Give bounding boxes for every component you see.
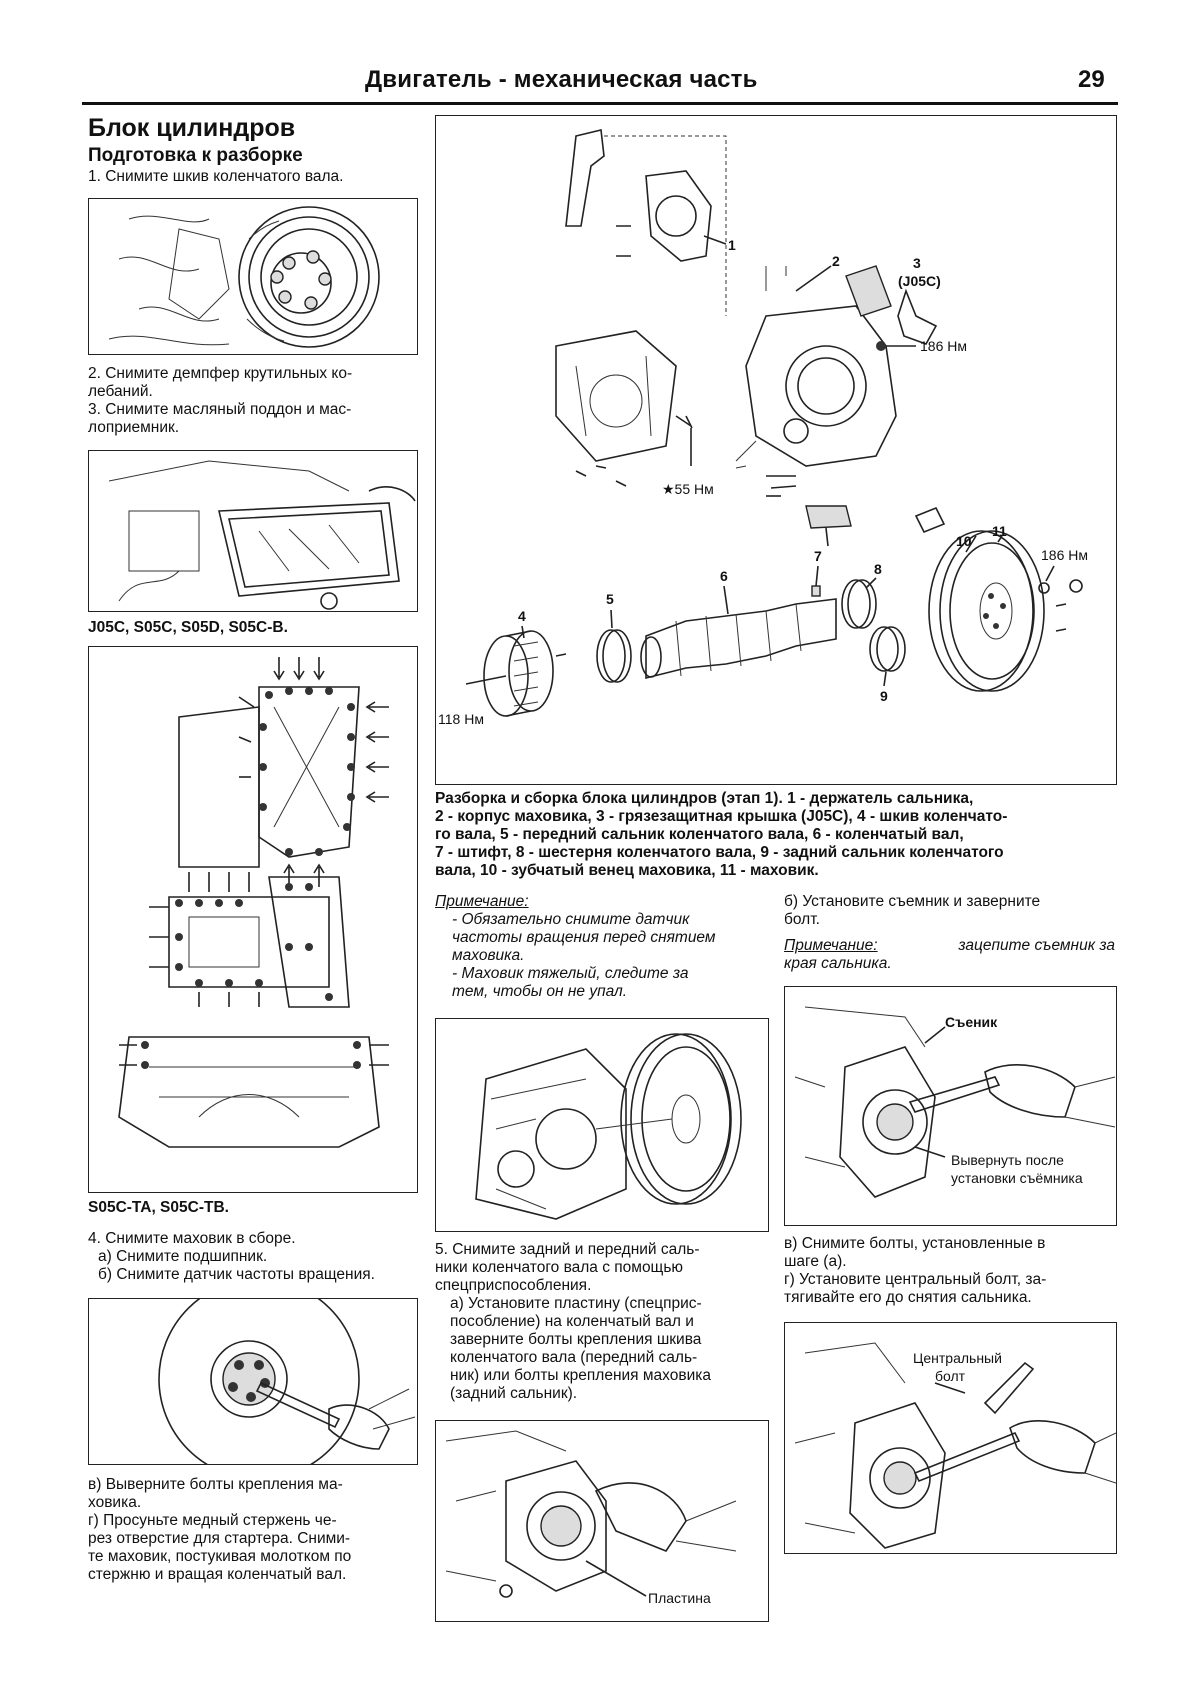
label-part-7: 7 [814, 548, 822, 564]
step-4g-line-1: г) Просуньте медный стержень че- [88, 1512, 337, 1529]
middle-note-line-4: - Маховик тяжелый, следите за [452, 965, 689, 982]
label-part-6: 6 [720, 568, 728, 584]
step-4g-line-2: рез отверстие для стартера. Сними- [88, 1530, 351, 1547]
label-torque-186-upper: 186 Нм [920, 338, 967, 354]
step-5-line-3: спецприспособления. [435, 1277, 592, 1294]
header-rule [82, 102, 1118, 105]
step-g-line-2: тягивайте его до снятия сальника. [784, 1289, 1032, 1306]
step-5-line-1: 5. Снимите задний и передний саль- [435, 1241, 700, 1258]
right-note-line-1: зацепите съемник за [958, 937, 1115, 954]
caption-models-2: S05C-TA, S05C-TB. [88, 1199, 229, 1216]
step-5-line-7: коленчатого вала (передний саль- [450, 1349, 698, 1366]
crankshaft-pulley-illustration [89, 199, 417, 354]
diagram-caption-line-4: 7 - штифт, 8 - шестерня коленчатого вала, 9 - задний сальник коленчатого [435, 844, 1004, 861]
subsection-title: Подготовка к разборке [88, 145, 303, 166]
center-bolt-illustration [785, 1323, 1116, 1553]
step-g-line-1: г) Установите центральный болт, за- [784, 1271, 1047, 1288]
step-2-line-1: 2. Снимите демпфер крутильных ко- [88, 365, 353, 382]
caption-models-1: J05C, S05C, S05D, S05C-B. [88, 619, 288, 636]
middle-note-line-5: тем, чтобы он не упал. [452, 983, 628, 1000]
step-5-line-5: пособление) на коленчатый вал и [450, 1313, 694, 1330]
plate-install-illustration [436, 1421, 768, 1621]
label-torque-118: 118 Нм [438, 711, 484, 727]
section-title: Блок цилиндров [88, 114, 296, 142]
figure-flywheel-bolts [88, 1298, 418, 1465]
puller-label: Съеник [945, 1014, 998, 1030]
oil-pan-bolt-diagram [89, 647, 417, 1192]
label-part-5: 5 [606, 591, 614, 607]
step-3-line-1: 3. Снимите масляный поддон и мас- [88, 401, 352, 418]
step-v-line-1: в) Снимите болты, установленные в [784, 1235, 1046, 1252]
figure-puller-install [784, 986, 1117, 1226]
diagram-caption-line-3: го вала, 5 - передний сальник коленчатого вала, 6 - коленчатый вал, [435, 826, 964, 843]
label-part-8: 8 [874, 561, 882, 577]
step-5-line-9: (задний сальник). [450, 1385, 578, 1402]
oil-pan-illustration [89, 451, 417, 611]
middle-note-line-3: маховика. [452, 947, 525, 964]
middle-note-line-2: частоты вращения перед снятием [452, 929, 716, 946]
puller-install-illustration [785, 987, 1116, 1225]
figure-oil-pan-bolt-order [88, 646, 418, 1193]
middle-note-line-1: - Обязательно снимите датчик [452, 911, 690, 928]
step-4-line-2: а) Снимите подшипник. [98, 1248, 268, 1265]
page-number: 29 [1078, 66, 1105, 93]
right-note-title: Примечание: [784, 937, 878, 954]
step-2-line-2: лебаний. [88, 383, 153, 400]
step-5-line-4: а) Установите пластину (спецприс- [450, 1295, 702, 1312]
label-part-11: 11 [992, 523, 1007, 539]
label-part-2: 2 [832, 253, 840, 269]
right-note-line-2: края сальника. [784, 955, 892, 972]
step-4-line-1: 4. Снимите маховик в сборе. [88, 1230, 296, 1247]
flywheel-bolt-removal-illustration [89, 1299, 417, 1464]
figure-crankshaft-pulley [88, 198, 418, 355]
figure-oil-pan-removal [88, 450, 418, 612]
label-part-1: 1 [728, 237, 736, 253]
label-part-4: 4 [518, 608, 526, 624]
label-part-10: 10 [956, 533, 972, 549]
label-part-3: 3 [913, 255, 921, 271]
figure-flywheel-removal [435, 1018, 769, 1232]
diagram-caption-line-1: Разборка и сборка блока цилиндров (этап 1). 1 - держатель сальника, [435, 790, 974, 807]
step-4g-line-3: те маховик, постукивая молотком по [88, 1548, 352, 1565]
unscrew-label-2: установки съёмника [951, 1170, 1083, 1186]
step-b-line-1: б) Установите съемник и заверните [784, 893, 1041, 910]
step-4g-line-4: стержню и вращая коленчатый вал. [88, 1566, 347, 1583]
center-bolt-label-2: болт [935, 1368, 966, 1384]
middle-note-title: Примечание: [435, 893, 529, 910]
plate-label: Пластина [648, 1590, 711, 1606]
diagram-caption-line-5: вала, 10 - зубчатый венец маховика, 11 - маховик. [435, 862, 819, 879]
step-4v-line-1: в) Выверните болты крепления ма- [88, 1476, 343, 1493]
center-bolt-label-1: Центральный [913, 1350, 1002, 1366]
label-torque-186-lower: 186 Нм [1041, 547, 1088, 563]
step-v-line-2: шаге (а). [784, 1253, 847, 1270]
step-4-line-3: б) Снимите датчик частоты вращения. [98, 1266, 375, 1283]
flywheel-removal-illustration [436, 1019, 768, 1231]
label-torque-55: ★55 Нм [662, 481, 714, 497]
diagram-caption-line-2: 2 - корпус маховика, 3 - грязезащитная крышка (J05C), 4 - шкив коленчато- [435, 808, 1008, 825]
step-3-line-2: лоприемник. [88, 419, 180, 436]
label-part-9: 9 [880, 688, 888, 704]
figure-plate-install [435, 1420, 769, 1622]
figure-center-bolt [784, 1322, 1117, 1554]
unscrew-label-1: Вывернуть после [951, 1152, 1064, 1168]
step-4v-line-2: ховика. [88, 1494, 142, 1511]
figure-exploded-cylinder-block [435, 115, 1117, 785]
step-5-line-2: ники коленчатого вала с помощью [435, 1259, 684, 1276]
step-b-line-2: болт. [784, 911, 820, 928]
step-5-line-8: ник) или болты крепления маховика [450, 1367, 711, 1384]
page-header-title: Двигатель - механическая часть [365, 66, 758, 93]
label-part-3-model: (J05C) [898, 273, 941, 289]
exploded-view-diagram [436, 116, 1116, 784]
step-1: 1. Снимите шкив коленчатого вала. [88, 168, 344, 185]
step-5-line-6: заверните болты крепления шкива [450, 1331, 702, 1348]
